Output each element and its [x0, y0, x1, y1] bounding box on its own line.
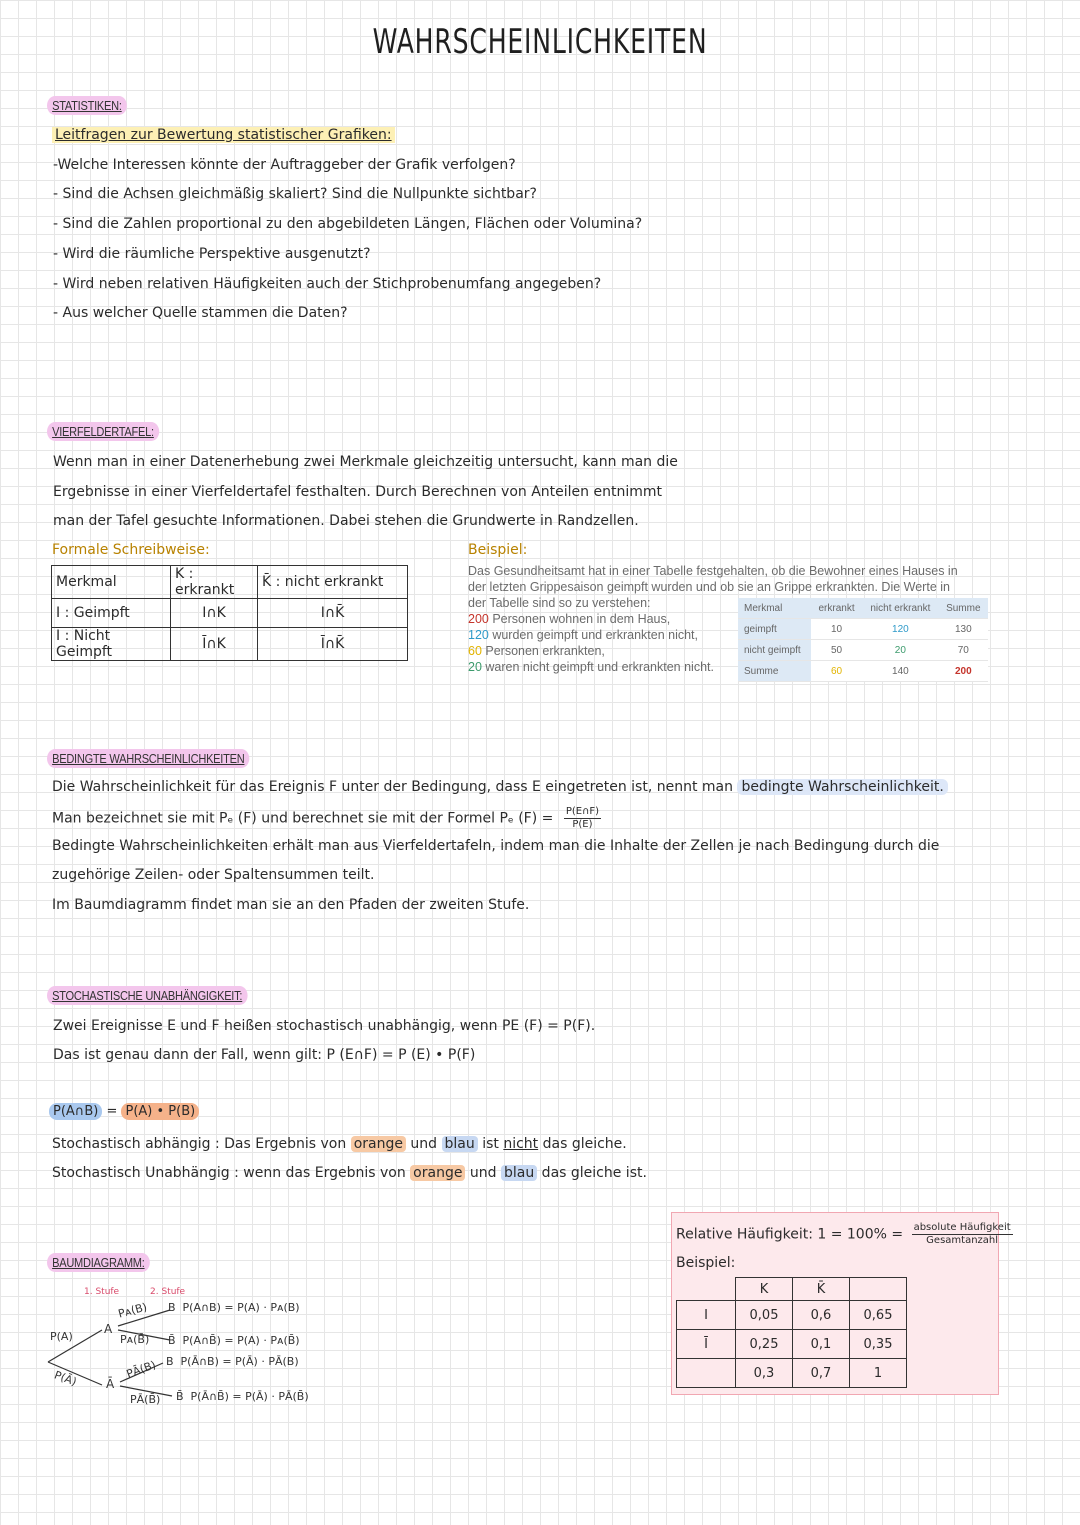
table-cell: 0,6 [793, 1301, 850, 1330]
relative-label-line [676, 1222, 1013, 1247]
table-cell: Ī∩K [171, 628, 258, 661]
section-heading-bedingte: BEDINGTE WAHRSCHEINLICHKEITEN [47, 749, 250, 768]
tree-label-pABbar: Pᴀ(B̄) [120, 1333, 150, 1346]
table-cell: 200 [939, 661, 988, 682]
abh-text: Stochastisch abhängig : Das Ergebnis von [52, 1136, 351, 1152]
example-item-text: wurden geimpft und erkrankten nicht, [488, 628, 699, 642]
tree-label-pAbar: P(Ā) [52, 1368, 79, 1389]
example-table [738, 598, 988, 682]
example-num: 120 [468, 628, 489, 642]
table-row [677, 1330, 907, 1359]
abhaengig-line [52, 1134, 627, 1154]
table-cell: 0,3 [736, 1359, 793, 1388]
tree-label-pAbarBbar: PĀ(B̄) [130, 1393, 161, 1406]
table-cell: K [736, 1278, 793, 1301]
section-heading-statistiken: STATISTIKEN: [47, 96, 127, 115]
abh-text: und [405, 1136, 442, 1152]
tree-path-1 [168, 1301, 300, 1314]
vierfeldertafel-text-line: Ergebnisse in einer Vierfeldertafel festhalten. Durch Berechnen von Anteilen entnimmt [53, 484, 662, 500]
example-item-text: Personen wohnen in dem Haus, [488, 612, 671, 626]
tree-path-3 [166, 1355, 299, 1368]
unabh-text: das gleiche ist. [537, 1165, 647, 1181]
example-num: 200 [468, 612, 489, 626]
table-cell: I∩K̄ [258, 599, 408, 628]
example-text-line: der Tabelle sind so zu verstehen: [468, 596, 651, 610]
table-cell: 0,25 [736, 1330, 793, 1359]
table-cell: 140 [862, 661, 939, 682]
table-cell: 50 [811, 640, 862, 661]
table-cell: Ī [677, 1330, 736, 1359]
abh-orange: orange [351, 1136, 406, 1152]
table-cell: 0,65 [850, 1301, 907, 1330]
table-cell [677, 1278, 736, 1301]
formula-eq: = [102, 1104, 122, 1119]
fraction-denominator: Gesamtanzahl [926, 1235, 999, 1246]
tree-stufe2: 2. Stufe [150, 1287, 186, 1297]
example-label: Beispiel: [468, 542, 528, 558]
tree-path-2 [168, 1334, 300, 1347]
abh-blue: blau [442, 1136, 478, 1152]
bedingte-formula-text: Man bezeichnet sie mit Pₑ (F) und berechnet sie mit der Formel Pₑ (F) = [52, 810, 554, 827]
table-row [738, 619, 988, 640]
tree-node-Bbar: B̄ [168, 1334, 176, 1347]
statistiken-item: - Sind die Achsen gleichmäßig skaliert? Sind die Nullpunkte sichtbar? [53, 186, 537, 202]
example-item-text: waren nicht geimpft und erkrankten nicht. [481, 660, 714, 674]
table-cell: Merkmal [52, 566, 171, 599]
bedingte-fraction [564, 806, 601, 831]
unabh-text: und [465, 1165, 501, 1181]
bedingte-line-text: Die Wahrscheinlichkeit für das Ereignis F unter der Bedingung, dass E eingetreten ist, nennt man [52, 779, 733, 795]
table-cell: Summe [738, 661, 811, 682]
table-cell: K̄ : nicht erkrankt [258, 566, 408, 599]
statistiken-item: - Aus welcher Quelle stammen die Daten? [53, 305, 348, 321]
tree-path-formula: P(A∩B) = P(A) · Pᴀ(B) [182, 1301, 300, 1314]
table-cell: geimpft [738, 619, 811, 640]
unabh-blue: blau [501, 1165, 537, 1181]
table-cell: 120 [862, 619, 939, 640]
fraction-numerator: absolute Häufigkeit [913, 1222, 1011, 1233]
section-heading-baumdiagramm: BAUMDIAGRAMM: [47, 1253, 150, 1272]
table-cell: I : Geimpft [52, 599, 171, 628]
tree-node-B: B [166, 1355, 174, 1368]
unabh-orange: orange [410, 1165, 465, 1181]
statistiken-item: - Wird neben relativen Häufigkeiten auch der Stichprobenumfang angegeben? [53, 276, 602, 292]
formal-table [51, 565, 408, 661]
tree-path-4 [176, 1390, 309, 1403]
table-row [52, 628, 408, 661]
abh-nicht: nicht [503, 1136, 539, 1152]
formula-right: P(A) • P(B) [121, 1103, 199, 1120]
tree-node-Abar: Ā [106, 1377, 115, 1391]
tree-path-formula: P(A∩B̄) = P(A) · Pᴀ(B̄) [182, 1334, 300, 1347]
abh-text: ist [477, 1136, 504, 1152]
formula-left: P(A∩B) [49, 1103, 102, 1120]
formal-label: Formale Schreibweise: [52, 542, 210, 558]
table-cell: erkrankt [811, 598, 862, 619]
page-title: WAHRSCHEINLICHKEITEN [372, 22, 708, 62]
unabh-line: Zwei Ereignisse E und F heißen stochastisch unabhängig, wenn PE (F) = P(F). [53, 1018, 596, 1034]
table-row [738, 661, 988, 682]
tree-path-formula: P(Ā∩B) = P(Ā) · PĀ(B) [180, 1355, 299, 1368]
table-row [738, 640, 988, 661]
relative-table [676, 1277, 907, 1388]
fraction-denominator: P(E) [572, 819, 593, 830]
bedingte-formula-line [52, 806, 601, 831]
statistiken-item: - Sind die Zahlen proportional zu den abgebildeten Längen, Flächen oder Volumina? [53, 216, 643, 232]
table-cell: Ī∩K̄ [258, 628, 408, 661]
fraction-numerator: P(E∩F) [565, 806, 600, 817]
table-cell: Merkmal [738, 598, 811, 619]
table-cell: 0,05 [736, 1301, 793, 1330]
table-cell: 10 [811, 619, 862, 640]
table-cell: 0,35 [850, 1330, 907, 1359]
bedingte-line: Im Baumdiagramm findet man sie an den Pfaden der zweiten Stufe. [52, 897, 530, 913]
tree-label-pAbarB: PĀ(B) [124, 1358, 158, 1381]
table-cell: 1 [850, 1359, 907, 1388]
table-cell: I∩K [171, 599, 258, 628]
unabhaengig-line [52, 1163, 647, 1183]
vierfeldertafel-text-line: man der Tafel gesuchte Informationen. Dabei stehen die Grundwerte in Randzellen. [53, 513, 639, 529]
section-heading-unabhaengigkeit: STOCHASTISCHE UNABHÄNGIGKEIT: [47, 986, 247, 1005]
table-row [677, 1301, 907, 1330]
table-cell: Ī : Nicht Geimpft [52, 628, 171, 661]
tree-node-A: A [104, 1322, 113, 1336]
bedingte-line [52, 777, 948, 797]
example-item-text: Personen erkrankten, [481, 644, 605, 658]
table-row [52, 566, 408, 599]
bedingte-line: zugehörige Zeilen- oder Spaltensummen teilt. [52, 867, 375, 883]
relative-fraction [912, 1222, 1013, 1247]
table-cell [677, 1359, 736, 1388]
example-num: 20 [468, 660, 482, 674]
unabh-formula [49, 1102, 199, 1122]
relative-beispiel: Beispiel: [676, 1255, 736, 1271]
table-cell: I [677, 1301, 736, 1330]
table-row [677, 1278, 907, 1301]
abh-text: das gleiche. [538, 1136, 627, 1152]
table-cell: 0,1 [793, 1330, 850, 1359]
tree-node-Bbar: B̄ [176, 1390, 184, 1403]
section-heading-vierfeldertafel: VIERFELDERTAFEL: [47, 422, 159, 441]
table-row [52, 599, 408, 628]
table-cell [850, 1278, 907, 1301]
example-num: 60 [468, 644, 482, 658]
table-cell: K̄ [793, 1278, 850, 1301]
example-text-line: der letzten Grippesaison geimpft wurden und ob sie an Grippe erkrankten. Die Werte in [468, 580, 950, 594]
bedingte-highlight: bedingte Wahrscheinlichkeit. [737, 779, 947, 795]
table-row [738, 598, 988, 619]
table-cell: 60 [811, 661, 862, 682]
table-cell: nicht erkrankt [862, 598, 939, 619]
table-cell: 0,7 [793, 1359, 850, 1388]
table-row [677, 1359, 907, 1388]
table-cell: 20 [862, 640, 939, 661]
table-cell: Summe [939, 598, 988, 619]
table-cell: 130 [939, 619, 988, 640]
unabh-line: Das ist genau dann der Fall, wenn gilt: P (E∩F) = P (E) • P(F) [53, 1047, 476, 1063]
table-cell: 70 [939, 640, 988, 661]
tree-label-pA: P(A) [50, 1330, 73, 1343]
tree-stufe1: 1. Stufe [84, 1287, 120, 1297]
statistiken-subheading-text: Leitfragen zur Bewertung statistischer Grafiken: [52, 127, 395, 143]
statistiken-item: - Wird die räumliche Perspektive ausgenutzt? [53, 246, 371, 262]
table-cell: K : erkrankt [171, 566, 258, 599]
tree-path-formula: P(Ā∩B̄) = P(Ā) · PĀ(B̄) [190, 1390, 309, 1403]
bedingte-line: Bedingte Wahrscheinlichkeiten erhält man aus Vierfeldertafeln, indem man die Inhalte der Zellen je nach Bedingung durch die [52, 838, 940, 854]
tree-label-pAB: Pᴀ(B) [116, 1300, 149, 1321]
example-text-line: Das Gesundheitsamt hat in einer Tabelle festgehalten, ob die Bewohner eines Hauses in [468, 564, 958, 578]
relative-label: Relative Häufigkeit: 1 = 100% = [676, 1226, 904, 1243]
statistiken-item: -Welche Interessen könnte der Auftraggeber der Grafik verfolgen? [53, 157, 516, 173]
statistiken-subheading [52, 125, 395, 145]
vierfeldertafel-text-line: Wenn man in einer Datenerhebung zwei Merkmale gleichzeitig untersucht, kann man die [53, 454, 678, 470]
tree-node-B: B [168, 1301, 176, 1314]
table-cell: nicht geimpft [738, 640, 811, 661]
unabh-text: Stochastisch Unabhängig : wenn das Ergebnis von [52, 1165, 411, 1181]
